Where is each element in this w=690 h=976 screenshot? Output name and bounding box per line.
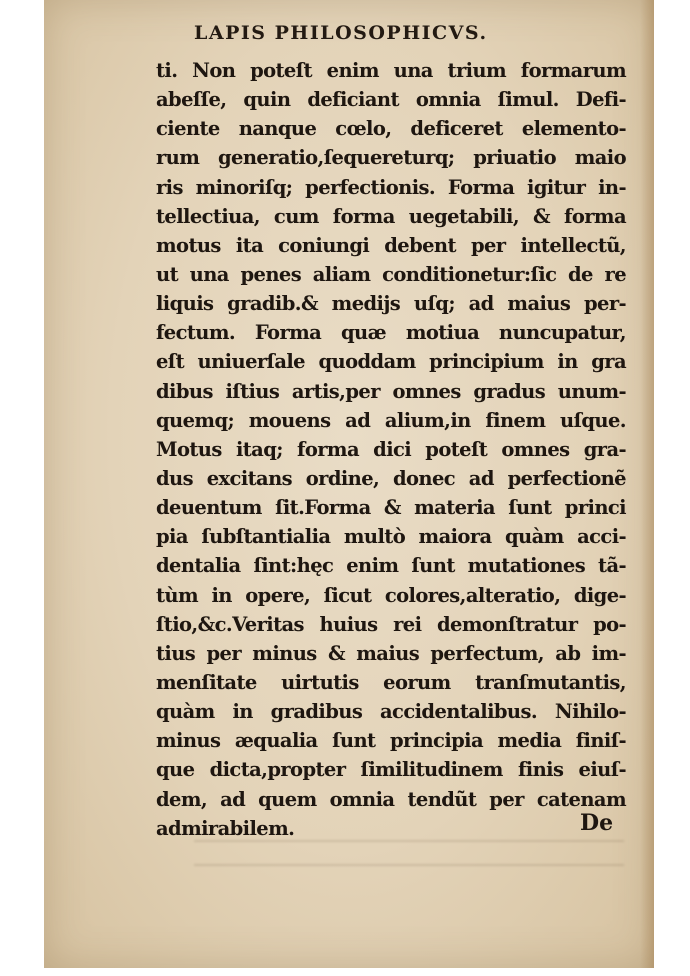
text-line: dentalia ſint:hęc enim ſunt mutationes tã-: [156, 554, 626, 578]
text-line: ti. Non poteſt enim una trium formarum: [156, 59, 626, 82]
text-line: motus ita coniungi debent per intellectũ,: [156, 233, 626, 257]
running-head: LAPIS PHILOSOPHICVS.: [194, 22, 488, 44]
text-line: ciente nanque cœlo, deficeret elemento-: [156, 117, 626, 141]
text-line: fectum. Forma quæ motiua nuncupatur,: [156, 321, 626, 345]
text-line: admirabilem.: [156, 816, 295, 840]
text-line: tùm in opere, ſicut colores,alteratio, dige-: [156, 583, 626, 607]
text-line: ſtio,&c.Veritas huius rei demonſtratur po-: [156, 612, 626, 636]
text-line: dibus iſtius artis,per omnes gradus unum-: [156, 379, 626, 403]
text-line: menſitate uirtutis eorum tranſmutantis,: [156, 670, 626, 694]
text-line: quàm in gradibus accidentalibus. Nihilo-: [156, 700, 626, 724]
text-line: pia ſubſtantialia multò maiora quàm acci-: [156, 525, 626, 549]
text-line: tius per minus & maius perfectum, ab im-: [156, 641, 626, 665]
text-line: dus excitans ordine, donec ad perfectionẽ: [156, 466, 626, 490]
text-line: abeſſe, quin deficiant omnia ſimul. Defi-: [156, 88, 626, 112]
text-line: deuentum ſit.Forma & materia ſunt princi: [156, 496, 626, 520]
text-line: ris minoriſq; perfectionis. Forma igitur in-: [156, 175, 626, 199]
text-line: dem, ad quem omnia tendũt per catenam: [156, 787, 626, 811]
text-line: que dicta,propter ſimilitudinem finis eiuſ-: [156, 758, 626, 782]
text-line: Motus itaq; forma dici poteſt omnes gra-: [156, 437, 626, 461]
book-page: [44, 0, 654, 968]
catchword: De: [580, 810, 614, 836]
text-line: quemq; mouens ad alium,in finem uſque.: [156, 408, 626, 432]
text-line: tellectiua, cum forma uegetabili, & forma: [156, 204, 626, 228]
text-line: minus æqualia ſunt principia media finiſ-: [156, 729, 626, 753]
text-line: rum generatio,ſequereturq; priuatio maio: [156, 146, 626, 170]
text-line: eſt uniuerſale quoddam principium in gra: [156, 350, 626, 374]
body-text: [156, 56, 626, 843]
text-line: ut una penes aliam conditionetur:ſic de re: [156, 262, 626, 286]
bleed-through-text: [194, 830, 624, 880]
text-line: liquis gradib.& medijs uſq; ad maius per-: [156, 292, 626, 316]
